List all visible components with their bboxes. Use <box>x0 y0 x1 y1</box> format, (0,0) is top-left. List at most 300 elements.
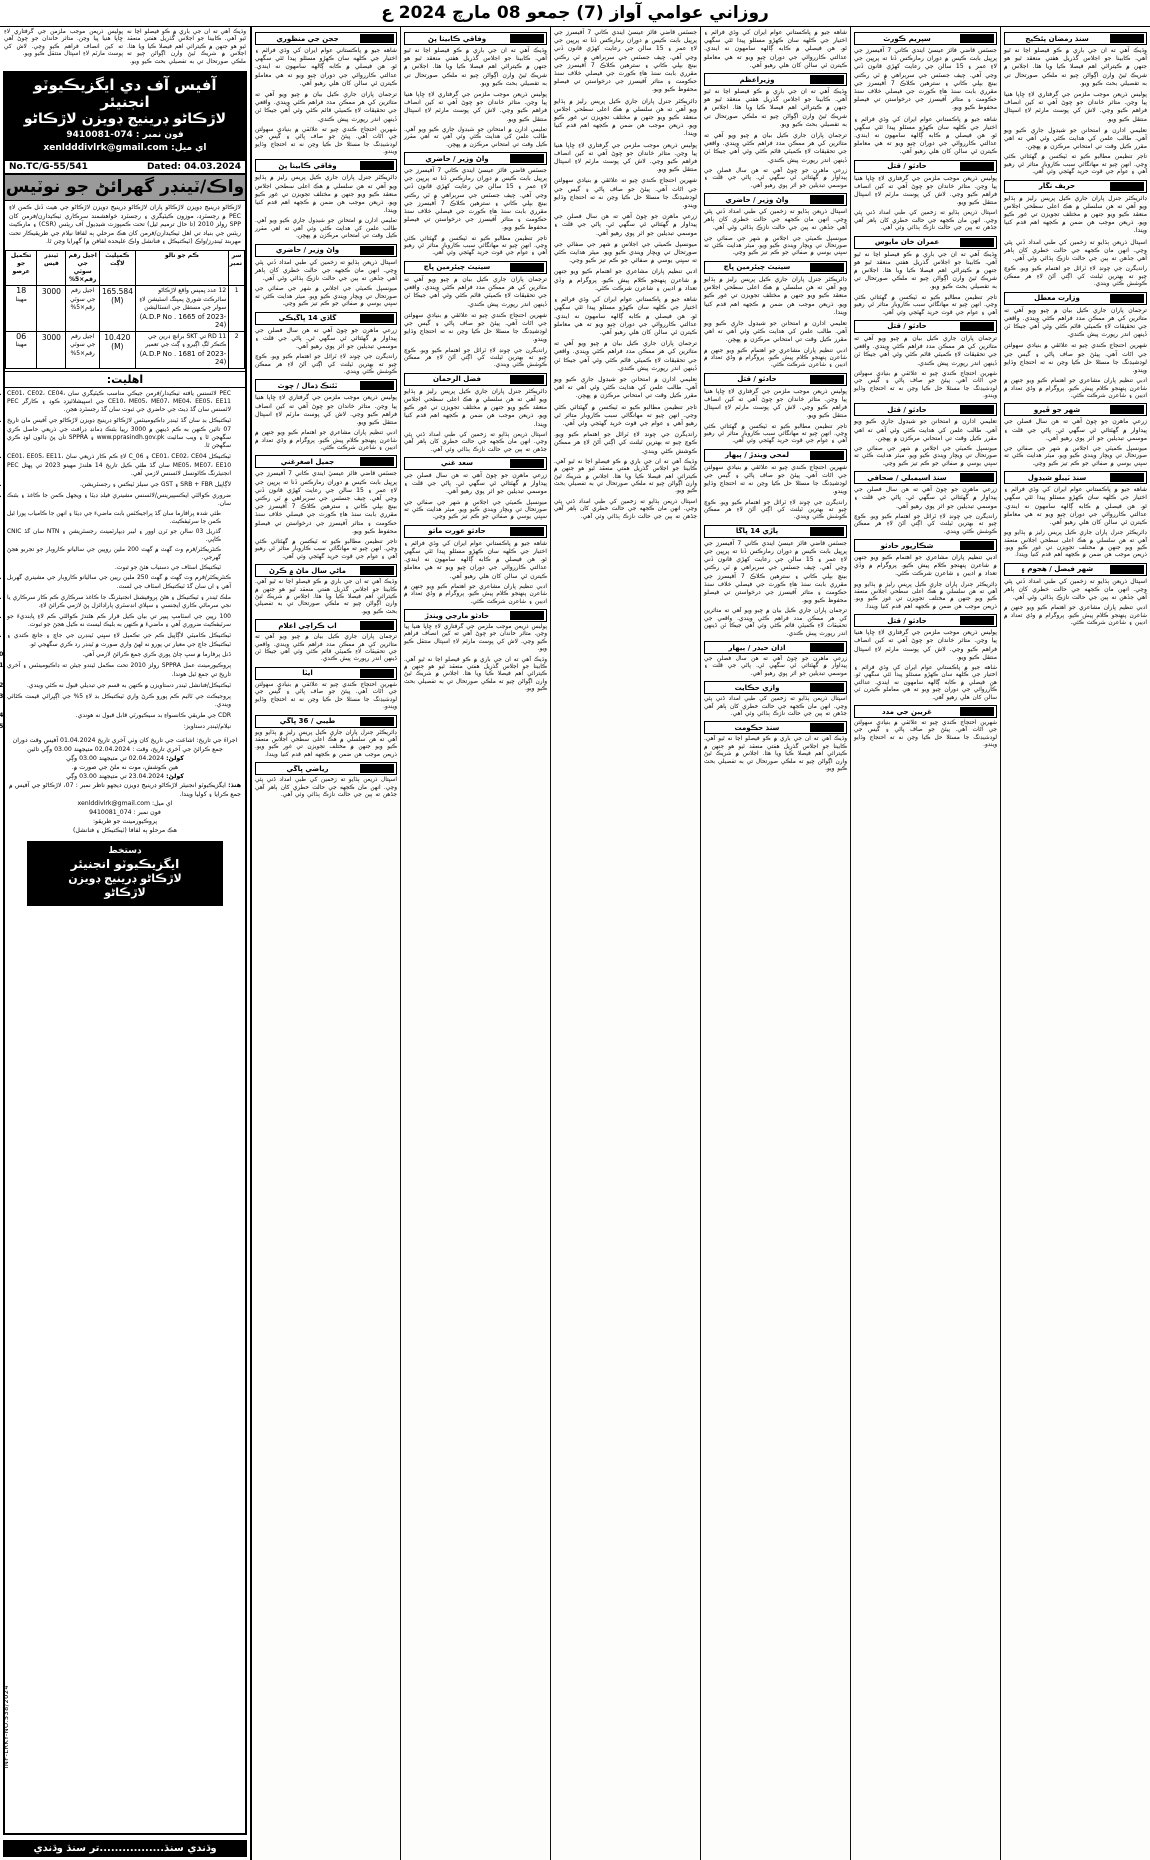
row1-time <box>6 286 37 332</box>
table-row <box>6 286 245 332</box>
article-paragraph: جسٽس قاضي فائز عيسيٰ ايندي ڪاني 7 آفيسرز جي پرڀيل بابت ڪيس ۾ دوران رمارڪس ڏنا ته پرڀين جي لاءِ عمر ۽ 15 سالن جي رعايت کهڙي قانون ڏني وڃي آهي. چيف جسٽس جي سربراهي ۾ ٽي رڪني بينچ بپلي ڪاني ۽ سترهين ڪلاڪ 7 آفيسرز جي مقرري بابت سنڌ هاءِ ڪورٽ جي فيصلي خلاف سنڌ حڪومت ۽ متاثر آفيسرز جي درخواستن تي فيصلو محفوظ ڪيو ويو. <box>404 167 547 232</box>
article-paragraph: شهرين احتجاج ڪندي چيو ته علائقي ۾ بنيادي سهولتن جي اڻاٺ آهي. پيئڻ جو صاف پاڻي ۽ گيس جي لوڊشيڊنگ جا مسئلا حل ڪيا وڃن نه ته احتجاج وڌايو ويندو. <box>704 463 847 496</box>
headline-label: سينيٽ چيئرمين ڀاڄ <box>423 263 491 272</box>
news-columns <box>252 27 1150 1860</box>
headline-senate-chairman[interactable] <box>704 261 847 274</box>
article-paragraph: ادبي تنظيم پاران مشاعري جو اهتمام ڪيو ويو جنهن ۾ شاعرن پنهنجو ڪلام پيش ڪيو. پروگرام ۾ وڏي تعداد ۾ اديبن ۽ شاعرن شرڪت ڪئي. <box>255 430 397 451</box>
article-paragraph: ترجمان پاران جاري ڪيل بيان ۾ چيو ويو آهي ته متاثرين کي هر ممڪن مدد فراهم ڪئي ويندي. واقعي جي تحقيقات لاءِ ڪميٽي قائم ڪئي وئي آهي جيڪا ٽن ڏينهن اندر رپورٽ پيش ڪندي. <box>255 634 397 663</box>
article-paragraph: ادبي تنظيم پاران مشاعري جو اهتمام ڪيو ويو جنهن ۾ شاعرن پنهنجو ڪلام پيش ڪيو. پروگرام ۾ وڏي تعداد ۾ اديبن ۽ شاعرن شرڪت ڪئي. <box>1004 605 1147 627</box>
article-paragraph: شهرين احتجاج ڪندي چيو ته علائقي ۾ بنيادي سهولتن جي اڻاٺ آهي. پيئڻ جو صاف پاڻي ۽ گيس جي لوڊشيڊنگ جا مسئلا حل ڪيا وڃن نه ته احتجاج وڌايو ويندو. <box>854 370 997 399</box>
bullet-block-icon <box>1110 182 1144 191</box>
headline-label: غريبن جي مدد <box>882 707 932 716</box>
tender-dates <box>5 734 245 837</box>
advert-top-news <box>0 27 250 69</box>
headline-hareef-nagar[interactable] <box>1004 180 1147 193</box>
row2-fee: 3000 <box>37 331 66 368</box>
bullet-block-icon <box>810 75 844 84</box>
bullet-block-icon <box>360 314 394 323</box>
opening2-label: کولڻ: <box>166 772 184 780</box>
contact-phone-label: فون نمبر : <box>133 808 161 816</box>
bullet-block-icon <box>810 643 844 652</box>
contact-email-label: اي ميل: <box>152 799 173 807</box>
row1-fee: 3000 <box>37 286 66 332</box>
issuing-office-line2: لاڙڪاڻو ڊرينيج ڊويزن لاڙڪاڻو <box>23 111 227 128</box>
headline-label: سپريم ڪورٽ <box>883 34 931 43</box>
row1-cost <box>99 286 135 332</box>
bullet-block-icon <box>510 459 544 468</box>
article-paragraph: تاجر تنظيمن مطالبو ڪيو ته ٽيڪسن ۾ گهٽتائي ڪئي وڃي. انهن چيو ته مهانگائي سبب ڪاروبار متاثر ٿي رهيو آهي ۽ عوام جي قوت خريد گهٽجي وئي آهي. <box>704 423 847 445</box>
opening2-time: تي متيجهند 03.00 وڳي <box>66 772 127 780</box>
bullet-block-icon <box>810 375 844 384</box>
signature-division: لاڙڪاڻو ڊرينيج ڊويزن <box>68 871 182 885</box>
signature-designation: ايگزيڪيوٽو انجنيئر <box>70 856 180 871</box>
article-paragraph: زرعي ماهرن جو چوڻ آهي ته هن سال فصلن جي پيداوار ۾ گهٽتائي ٿي سگهي ٿي. پاڻي جي قلت ۽ موسمي تبديلين جو اثر پوي رهيو آهي. <box>854 486 997 510</box>
issue-date-value: 01.04.2024 <box>60 736 96 744</box>
headline-mani-saal[interactable] <box>255 564 397 577</box>
headline-label: ايٽا <box>302 669 313 678</box>
term-item: پروڪيورمينٽ عمل SPPRA رولز 2010 تحت مڪمل ٿيندو جيئن ته ڊاڪيومينٽس ۽ آخري تاريخ تي جمع ٿيل هوندا. <box>7 662 232 678</box>
advert-frame <box>3 71 247 1835</box>
advert-intro-text: لاڙڪاڻو ڊرينيج ڊويزن لاڙڪاڻو پاران لاڙڪاڻو ڊرينيج ڊويزن لاڙڪاڻو جي هيٺ ڏنل ڪمن لاءِ PEC ۾ رجسٽرڊ، موزون ڪيٽيگري ۽ رجسٽرڊ خواهشمند سرڪاري ٺيڪيدارن/فرمن کان SPP رولز 2010 (تا حال ترميم ٿيل) تحت ڪمپوزٽ شيڊيول آف ريٽس (CSR) ۽ مارڪيٽ ريٽس جي بنياد تي اهل ٺيڪيدارن/فرمن کان هڪ مرحلي ٻه لفافا نيلام جي طريقيڪار تحت مهربند ٽينڊرز/واڪ (ٽيڪنيڪل ۽ فنانشل واڪ عليحده لفافن ۾) گهرايا وڃن ٿا. <box>9 204 241 246</box>
term-item: ملڪ ٿيندر ۽ ٽيڪنيڪل ۽ هڻڻ پروفيشنل انجنيئرنگ جا ڪاغذ سرڪاري ڪم ڪار سرڪاري يا نجي سرمائي ڪاري ايجنسي ۽ سپلاي انڊسٽري پاراڊائزل پڻ لازمي ڪرائڻ لاءِ. <box>7 593 231 609</box>
headline-hadisa-marigaya[interactable] <box>404 609 547 622</box>
issuing-office-line1: آفيس آف دي ايگزيڪيوٽو انجنيئر <box>33 76 217 112</box>
headline-hadisa3[interactable] <box>854 403 997 416</box>
headline-sanad-tableau[interactable] <box>1004 471 1147 484</box>
term-item <box>7 492 231 572</box>
headline-hadisa2[interactable] <box>854 320 997 333</box>
article-paragraph: تعليمي ادارن ۾ امتحانن جو شيڊول جاري ڪيو ويو آهي. طالب علمن کي هدايت ڪئي وئي آهي ته اهي مقرر ڪيل وقت تي امتحاني مرڪزن ۾ پهچن. <box>854 418 997 442</box>
article-paragraph: شاهه جيو ۾ پاڪستاني عوام ايران کي وڌي فرائم ۽ اختيار جي ڪلهه سان ڪهڙو مسئلو پيدا ٿئي سگهي ٿو. هن فيصلي ۾ ڪابه ڳالهه سامهون نه ايندي. عدالتي ڪارروائي جي دوران چيو ويو ته هي معاملو ڪيترن ئي سالن کان هلي رهيو آهي. <box>255 47 397 87</box>
article-paragraph: جسٽس قاضي فائز عيسيٰ ايندي ڪاني 7 آفيسرز جي پرڀيل بابت ڪيس ۾ دوران رمارڪس ڏنا ته پرڀين جي لاءِ عمر ۽ 15 سالن جي رعايت کهڙي قانون ڏني وڃي آهي. چيف جسٽس جي سربراهي ۾ ٽي رڪني بينچ بپلي ڪاني ۽ سترهين ڪلاڪ 7 آفيسرز جي مقرري بابت سنڌ هاءِ ڪورٽ جي فيصلي خلاف سنڌ حڪومت ۽ متاثر آفيسرز جي درخواستن تي فيصلو محفوظ ڪيو ويو. <box>255 470 397 535</box>
th-completion-time: تڪميل جو عرصو <box>6 251 37 286</box>
row2-cost-unit: (M) <box>111 341 124 351</box>
headline-label: حادثو / قتل <box>737 375 777 384</box>
headline-label: ماڻي سال ماڻ ۾ ڪرڻ <box>269 566 346 575</box>
term-item: PEC لائسنس يافته ٺيڪيدار/فرمن جيڪي مناسب ڪيٽيگري سان CE01، CE02، CE04، CE10، ME05، ME07، ME04، EE05، EE11 جي اسپيشلائيزڊ ڪوڊ ۽ ڪارگر PEC لائسنس سان گڏ ڊيٿ جي حاضري جي ثبوت سان گڏ رجسٽرڊ هجن. <box>7 389 231 414</box>
bullet-block-icon <box>510 154 544 163</box>
headline-wazarat-moattal[interactable] <box>1004 292 1147 305</box>
headline-ziyadi-ilmi[interactable] <box>255 762 397 775</box>
th-tender-fee: ٽينڊر فيس <box>37 251 66 286</box>
phone-value: 074-9410081 <box>66 130 133 141</box>
headline-jaji-manzuri[interactable] <box>255 32 397 45</box>
row2-cost-value: 10.420 <box>104 332 131 342</box>
article-paragraph: وڌيڪ آهي ته ان جي باري ۾ ڪو فيصلو اڃا نه ٿيو آهي. ڪابينا جو اجلاس گذريل هفتي منعقد ٿيو هو جنهن ۾ ڪيترائي اهم فيصلا ڪيا ويا هئا. اجلاس ۾ شريڪ ٿيڻ وارن اڳواڻن چيو ته ملڪي صورتحال تي به تفصيلي بحث ڪيو ويو. <box>255 579 397 615</box>
signature-label: دستخط <box>108 845 142 856</box>
term-item: پروجيڪٽ جي ٽائيم ڪم پورو ڪرڻ واري ٽيڪنيڪل بڊ لاءِ 5% جي اڳڀرائي قيمت ڪٽائي ويندي. <box>7 692 231 708</box>
row1-desc-text: 12 عدد پمپس واقع لاڙڪاڻو سائرڪٽ شوريٰ پمپنگ اسٽيشن لاءِ سولر جي مستقل جي انسٽاليشن <box>139 287 227 311</box>
bullet-block-icon <box>360 621 394 630</box>
advert-footer-banner: وڌندي سنڌ.................تر سنڌ وڌندي <box>3 1840 247 1857</box>
headline-sanad-hakoomat[interactable] <box>704 721 847 734</box>
bullet-block-icon <box>510 263 544 272</box>
article-paragraph: تعليمي ادارن ۾ امتحانن جو شيڊول جاري ڪيو ويو آهي. طالب علمن کي هدايت ڪئي وئي آهي ته اهي مقرر ڪيل وقت تي امتحاني مرڪزن ۾ پهچن. <box>1004 126 1147 151</box>
article-paragraph: ميونسپل ڪميٽي جي اجلاس ۾ شهر جي صفائي جي صورتحال تي ويچار ويندي ڪيو ويو. ميئر هدايت ڪئي ته سڀني يوسي ۾ صفائي جو ڪم تيز ڪيو وڃي. <box>554 240 697 265</box>
headline-label: سنڌ حڪومت <box>734 723 780 732</box>
page-title: روزاني عوامي آواز (7) جمعو 08 مارچ 2024 ع <box>381 3 769 23</box>
article-paragraph: تعليمي ادارن ۾ امتحانن جو شيڊول جاري ڪيو ويو آهي. طالب علمن کي هدايت ڪئي وئي آهي ته اهي مقرر ڪيل وقت تي امتحاني مرڪزن ۾ پهچن. <box>404 126 547 148</box>
headline-label: جميل اصغرغني <box>280 457 335 466</box>
article-paragraph: شهرين احتجاج ڪندي چيو ته علائقي ۾ بنيادي سهولتن جي اڻاٺ آهي. پيئڻ جو صاف پاڻي ۽ گيس جي لوڊشيڊنگ جا مسئلا حل ڪيا وڃن نه ته احتجاج وڌايو ويندو. <box>255 681 397 711</box>
row2-adp: (A.D.P No . 1681 of 2023-24) <box>139 349 227 366</box>
procedure-label: پروڪيورمينٽ جو طريقو: <box>92 817 158 825</box>
opening-note: هين ڪوشش، موت نه ملڻ جي صورت ۾. <box>71 763 179 771</box>
headline-hadisa4[interactable] <box>704 373 847 386</box>
headline-tayyib-36[interactable] <box>255 715 397 728</box>
th-sr: سر نمبر <box>229 251 245 286</box>
signature-block <box>27 841 223 906</box>
article-paragraph: ميونسپل ڪميٽي جي اجلاس ۾ شهر جي صفائي جي صورتحال تي ويچار ويندي ڪيو ويو. ميئر هدايت ڪئي ته سڀني يوسي ۾ صفائي جو ڪم تيز ڪيو وڃي. <box>704 235 847 257</box>
article-paragraph: پوليس ذريعن موجب ملزمن جي گرفتاري لاءِ ڇاپا هنيا پيا وڃن. متاثر خاندان جو چوڻ آهي ته کين انصاف فراهم ڪيو وڃي. لاش کي پوسٽ مارٽم لاءِ اسپتال منتقل ڪيو ويو. <box>854 174 997 207</box>
advert-banner <box>5 73 245 160</box>
issue-date-label: اجراءَ جي تاريخ: اشاعت جي تاريخ کان وٺي آخري تاريخ <box>97 736 238 744</box>
th-earnest-money: اجيل رقم جي سوٽي رقم×5% <box>66 251 100 286</box>
bullet-block-icon <box>810 683 844 692</box>
article-paragraph: اسپتال ذريعن ٻڌايو ته زخمين کي طبي امداد ڏني پئي وڃي. انهن مان ڪجهه جي حالت خطري کان ٻاهر آهي جڏهن ته ٻين جي حالت نازڪ ٻڌائي وئي آهي. <box>554 498 697 520</box>
bullet-block-icon <box>360 34 394 43</box>
article-paragraph: اسپتال ذريعن ٻڌايو ته زخمين کي طبي امداد ڏني پئي وڃي. انهن مان ڪجهه جي حالت خطري کان ٻاهر آهي جڏهن ته ٻين جي حالت نازڪ ٻڌائي وئي آهي. <box>1004 577 1147 602</box>
row1-time-unit: مهينا <box>15 295 27 303</box>
row1-adp: (A.D.P No . 1665 of 2023-24) <box>139 312 227 329</box>
advert-top-news-col-a <box>127 29 246 69</box>
headline-wadud-wazir[interactable] <box>704 193 847 206</box>
article-paragraph: اسپتال ذريعن ٻڌايو ته زخمين کي طبي امداد ڏني پئي وڃي. انهن مان ڪجهه جي حالت خطري کان ٻاهر آهي جڏهن ته ٻين جي حالت نازڪ ٻڌائي وئي آهي. <box>704 696 847 718</box>
headline-badhi-14[interactable] <box>704 525 847 538</box>
headline-shikarpur-hadisa[interactable] <box>854 539 997 552</box>
headline-wadud-wazir-2[interactable] <box>404 152 547 165</box>
article-paragraph: تاجر تنظيمن مطالبو ڪيو ته ٽيڪسن ۾ گهٽتائي ڪئي وڃي. انهن چيو ته مهانگائي سبب ڪاروبار متاثر ٿي رهيو آهي ۽ عوام جي قوت خريد گهٽجي وئي آهي. <box>854 294 997 316</box>
bullet-block-icon <box>960 322 994 331</box>
bullet-block-icon <box>960 34 994 43</box>
bullet-block-icon <box>360 566 394 575</box>
bullet-block-icon <box>960 473 994 482</box>
article-paragraph: تاجر تنظيمن مطالبو ڪيو ته ٽيڪسن ۾ گهٽتائي ڪئي وڃي. انهن چيو ته مهانگائي سبب ڪاروبار متاثر ٿي رهيو آهي ۽ عوام جي قوت خريد گهٽجي وئي آهي. <box>1004 154 1147 176</box>
article-paragraph: ترجمان پاران جاري ڪيل بيان ۾ چيو ويو آهي ته متاثرين کي هر ممڪن مدد فراهم ڪئي ويندي. واقعي جي تحقيقات لاءِ ڪميٽي قائم ڪئي وئي آهي جيڪا ٽن ڏينهن اندر رپورٽ پيش ڪندي. <box>554 340 697 372</box>
article-paragraph: رانديگرن جي چونڊ لاءِ ٽرائل جو اهتمام ڪيو ويو. ڪوچ چيو ته بهترين ٽيلنٽ کي اڳتي آڻڻ لاءِ هر ممڪن ڪوشش ڪئي ويندي. <box>255 354 397 375</box>
term-item: ڏنل پرفارما ۾ سڀ ڄاڻ پوري ڪري جمع ڪرائڻ لازمي آهي. <box>82 651 231 659</box>
article-paragraph: شهرين احتجاج ڪندي چيو ته علائقي ۾ بنيادي سهولتن جي اڻاٺ آهي. پيئڻ جو صاف پاڻي ۽ گيس جي لوڊشيڊنگ جا مسئلا حل ڪيا وڃن نه ته احتجاج وڌايو ويندو. <box>854 720 997 749</box>
headline-imran-khan[interactable] <box>854 236 997 249</box>
article-paragraph: اسپتال ذريعن ٻڌايو ته زخمين کي طبي امداد ڏني پئي وڃي. انهن مان ڪجهه جي حالت خطري کان ٻاهر آهي جڏهن ته ٻين جي حالت نازڪ ٻڌائي وئي آهي. <box>404 431 547 453</box>
email-label: اي ميل: <box>171 143 207 154</box>
bullet-block-icon <box>360 246 394 255</box>
headline-gadh-14[interactable] <box>255 312 397 325</box>
headline-fazal-ur-rehman[interactable] <box>404 373 547 386</box>
table-row <box>6 331 245 368</box>
row2-cost <box>99 331 135 368</box>
headline-label: حادثو عورت ماتو <box>428 527 486 536</box>
bullet-block-icon <box>360 669 394 678</box>
article-paragraph: رانديگرن جي چونڊ لاءِ ٽرائل جو اهتمام ڪيو ويو. ڪوچ چيو ته بهترين ٽيلنٽ کي اڳتي آڻڻ لاءِ هر ممڪن ڪوشش ڪئي ويندي. <box>854 513 997 535</box>
article-paragraph: وڌيڪ آهي ته ان جي باري ۾ ڪو فيصلو اڃا نه ٿيو آهي. ڪابينا جو اجلاس گذريل هفتي منعقد ٿيو هو جنهن ۾ ڪيترائي اهم فيصلا ڪيا ويا هئا. اجلاس ۾ شريڪ ٿيڻ وارن اڳواڻن چيو ته ملڪي صورتحال تي به تفصيلي بحث ڪيو ويو. <box>704 736 847 773</box>
term-item: ٽيڪنيڪل CE01، CE02، CE04 ۽ C_06 لاءِ ڪم ڪار ذريعي ساڻ CE01، EE05، EE11، ME05، ME07، EE10 سان گڏ طئي ڪيل تاريخ 14 هلندڙ مهينو 2023 تي پهتل PEC انجنيئرنگ ڪائونسل لائسنس لازمي آهي. <box>7 453 232 478</box>
headline-label: وزيراعظم <box>739 75 775 84</box>
headline-label: حادثو / قتل <box>887 616 927 625</box>
headline-shehr-jo-hal[interactable] <box>1004 403 1147 416</box>
term-subitem: ڪنٽريڪٽر/فرم وٽ گهٽ ۾ گهٽ 200 ملين روپين جي ساليانو ڪاروبار جو تجربو هجڻ گهرجي. <box>7 546 221 561</box>
headline-label: سنڌ اسيمبلي / صحافي <box>867 473 947 482</box>
reference-date: Dated: 04.03.2024 <box>146 162 241 173</box>
term-subitems <box>7 510 231 572</box>
headline-label: گاڏي 14 ڀاڱيڪي <box>278 314 337 323</box>
term-item: ٽيڪنيڪل بڊ سان گڏ ٽينڊر ڊاڪيومينٽس لاڙڪاڻو ڊرينيج ڊويزن لاڙڪاڻو جي آفيس مان تاريخ 07 تائين ڪنهن به ڪم ڏينهن ۾ 3000 رپيا بئنڪ ڊمانڊ ڊرافٽ جي ذريعي حاصل ڪري سگهجن ٿا ۽ ويب سائيٽ www.pprasindh.gov.pk ۽ SPPRA تان پڻ ڊائون لوڊ ڪري سگهجن ٿا. <box>7 417 232 450</box>
headline-label: اذان حيدر / ٻيهار <box>728 643 786 652</box>
headline-azan-haider[interactable] <box>704 641 847 654</box>
article-paragraph: زرعي ماهرن جو چوڻ آهي ته هن سال فصلن جي پيداوار ۾ گهٽتائي ٿي سگهي ٿي. پاڻي جي قلت ۽ موسمي تبديلين جو اثر پوي رهيو آهي. <box>404 471 547 496</box>
article-paragraph: شهرين احتجاج ڪندي چيو ته علائقي ۾ بنيادي سهولتن جي اڻاٺ آهي. پيئڻ جو صاف پاڻي ۽ گيس جي لوڊشيڊنگ جا مسئلا حل ڪيا وڃن نه ته احتجاج وڌايو ويندو. <box>255 126 397 156</box>
masthead <box>0 0 1150 27</box>
row2-desc-text: RD 11 تي SKT برانچ ڊرين جي ڪنڪر لڳ اڳيرو ۽ ڳٺ جي تعمير <box>145 332 227 348</box>
tender-advertisement <box>0 27 252 1860</box>
headline-hadisa-maut[interactable] <box>404 525 547 538</box>
submission-label: جمع ڪرائڻ جي آخري تاريخ، وقت : <box>132 745 223 753</box>
article-paragraph: پوليس ذريعن موجب ملزمن جي گرفتاري لاءِ ڇاپا هنيا پيا وڃن. متاثر خاندان جو چوڻ آهي ته کين انصاف فراهم ڪيو وڃي. لاش کي پوسٽ مارٽم لاءِ اسپتال منتقل ڪيو ويو. <box>854 629 997 661</box>
bullet-block-icon <box>510 375 544 384</box>
bullet-block-icon <box>360 457 394 466</box>
article-paragraph: ترجمان پاران جاري ڪيل بيان ۾ چيو ويو آهي ته متاثرين کي هر ممڪن مدد فراهم ڪئي ويندي. واقعي جي تحقيقات لاءِ ڪميٽي قائم ڪئي وئي آهي جيڪا ٽن ڏينهن اندر رپورٽ پيش ڪندي. <box>1004 306 1147 339</box>
bullet-block-icon <box>960 707 994 716</box>
reference-number: No.TC/G-55/541 <box>9 162 88 173</box>
venue-line <box>9 781 241 799</box>
article-paragraph: ڊائريڪٽر جنرل پاران جاري ڪيل پريس رليز ۾ ٻڌايو ويو آهي ته هن سلسلي ۾ هڪ اعلى سطحي اجلاس منعقد ڪيو ويو جنهن ۾ مختلف تجويزن تي غور ڪيو ويو. ذريعن موجب هن ضمن ۾ ڪجهه اهم قدم کنيا ويندا. <box>854 581 997 610</box>
opening-line-2 <box>9 772 241 781</box>
headline-wazi-hikayat[interactable] <box>704 681 847 694</box>
bullet-block-icon <box>960 238 994 247</box>
phone-label: فون نمبر : <box>135 130 184 141</box>
headline-label: سعد غني <box>440 459 474 468</box>
bullet-block-icon <box>810 195 844 204</box>
issue-date-line <box>9 736 241 745</box>
headline-supreme-court[interactable] <box>854 32 997 45</box>
headline-label: ججن جي منظوري <box>276 34 339 43</box>
contact-phone-line <box>9 808 241 817</box>
headline-label: شهر جو ڦيرو <box>1033 405 1081 414</box>
th-work-name: ڪم جو نالو <box>135 251 229 286</box>
article-paragraph: رانديگرن جي چونڊ لاءِ ٽرائل جو اهتمام ڪيو ويو. ڪوچ چيو ته بهترين ٽيلنٽ کي اڳتي آڻڻ لاءِ هر ممڪن ڪوشش ڪئي ويندي. <box>704 499 847 521</box>
article-paragraph: ڊائريڪٽر جنرل پاران جاري ڪيل پريس رليز ۾ ٻڌايو ويو آهي ته هن سلسلي ۾ هڪ اعلى سطحي اجلاس منعقد ڪيو ويو جنهن ۾ مختلف تجويزن تي غور ڪيو ويو. ذريعن موجب هن ضمن ۾ ڪجهه اهم قدم کنيا ويندا. <box>255 174 397 215</box>
article-paragraph: شاهه جيو ۾ پاڪستاني عوام ايران کي وڌي فرائم ۽ اختيار جي ڪلهه سان ڪهڙو مسئلو پيدا ٿئي سگهي ٿو. هن فيصلي ۾ ڪابه ڳالهه سامهون نه ايندي. عدالتي ڪارروائي جي دوران چيو ويو ته هي معاملو ڪيترن ئي سالن کان هلي رهيو آهي. <box>854 115 997 156</box>
article-paragraph: رانديگرن جي چونڊ لاءِ ٽرائل جو اهتمام ڪيو ويو. ڪوچ چيو ته بهترين ٽيلنٽ کي اڳتي آڻڻ لاءِ هر ممڪن ڪوشش ڪئي ويندي. <box>1004 266 1147 288</box>
contact-phone-value: 074_9410081 <box>89 808 132 816</box>
headline-label: واڻ وزير / حاضري <box>425 154 489 163</box>
row2-time-unit: مهينا <box>15 341 27 348</box>
headline-wadud-wazir-3[interactable] <box>255 244 397 257</box>
article-paragraph: ادبي تنظيم پاران مشاعري جو اهتمام ڪيو ويو جنهن ۾ شاعرن پنهنجو ڪلام پيش ڪيو. پروگرام ۾ وڏي تعداد ۾ اديبن ۽ شاعرن شرڪت ڪئي. <box>404 583 547 605</box>
headline-wazir-azam[interactable] <box>704 73 847 86</box>
news-column-6 <box>252 27 400 1860</box>
article-paragraph: ادبي تنظيم پاران مشاعري جو اهتمام ڪيو ويو جنهن ۾ شاعرن پنهنجو ڪلام پيش ڪيو. پروگرام ۾ وڏي تعداد ۾ اديبن ۽ شاعرن شرڪت ڪئي. <box>1004 378 1147 399</box>
term-item: ٽيڪنيڪل/فنانشل ٽينڊر دستاويزن ۾ ڪنهن به قسم جي تبديلي قبول نه ڪئي ويندي. <box>26 681 231 689</box>
headline-shehr-faisal[interactable] <box>1004 563 1147 576</box>
headline-label: حادثو / قتل <box>887 322 927 331</box>
article-paragraph: پوليس ذريعن موجب ملزمن جي گرفتاري لاءِ ڇاپا هنيا پيا وڃن. متاثر خاندان جو چوڻ آهي ته کين انصاف فراهم ڪيو وڃي. لاش کي پوسٽ مارٽم لاءِ اسپتال منتقل ڪيو ويو. <box>1004 91 1147 123</box>
opening2-date: 23.04.2024 <box>128 772 165 780</box>
article-paragraph: تعليمي ادارن ۾ امتحانن جو شيڊول جاري ڪيو ويو آهي. طالب علمن کي هدايت ڪئي وئي آهي ته اهي مقرر ڪيل وقت تي امتحاني مرڪزن ۾ پهچن. <box>554 375 697 400</box>
submission-date: 02.04.2024 <box>94 745 131 753</box>
row2-time <box>6 331 37 368</box>
headline-ab-karachi-aalam[interactable] <box>255 619 397 632</box>
article-paragraph: ميونسپل ڪميٽي جي اجلاس ۾ شهر جي صفائي جي صورتحال تي ويچار ويندي ڪيو ويو. ميئر هدايت ڪئي ته سڀني يوسي ۾ صفائي جو ڪم تيز ڪيو وڃي. <box>404 499 547 521</box>
term-item-text: ضروري ڪوالٽي ايڪسپيرينس/لائسنس مشينري فيلڊ ڊيٽا ۽ ويجهل ڪمن جا ڪاغذ ۽ بئنڪ سان. <box>7 491 231 508</box>
bullet-block-icon <box>1110 405 1144 414</box>
th-cost: ڪمپليٽ لاڳت <box>99 251 135 286</box>
news-column-4 <box>550 27 700 1860</box>
bullet-block-icon <box>510 611 544 620</box>
submission-suffix: تائين <box>27 745 40 753</box>
advert-info-code: INF-LRKY-NO.538/2024 <box>2 1684 10 1768</box>
article-paragraph: تاجر تنظيمن مطالبو ڪيو ته ٽيڪسن ۾ گهٽتائي ڪئي وڃي. انهن چيو ته مهانگائي سبب ڪاروبار متاثر ٿي رهيو آهي ۽ عوام جي قوت خريد گهٽجي وئي آهي. <box>554 403 697 427</box>
row2-sr: 2 <box>229 331 245 368</box>
tender-table <box>5 250 245 369</box>
article-paragraph: پوليس ذريعن موجب ملزمن جي گرفتاري لاءِ ڇاپا هنيا پيا وڃن. متاثر خاندان جو چوڻ آهي ته کين انصاف فراهم ڪيو وڃي. لاش کي پوسٽ مارٽم لاءِ اسپتال منتقل ڪيو ويو. <box>404 91 547 123</box>
article-paragraph: ترجمان پاران جاري ڪيل بيان ۾ چيو ويو آهي ته متاثرين کي هر ممڪن مدد فراهم ڪئي ويندي. واقعي جي تحقيقات لاءِ ڪميٽي قائم ڪئي وئي آهي جيڪا ٽن ڏينهن اندر رپورٽ پيش ڪندي. <box>854 334 997 367</box>
eligibility-heading: اهليت: <box>5 371 245 388</box>
article-paragraph: شاهه جيو ۾ پاڪستاني عوام ايران کي وڌي فرائم ۽ اختيار جي ڪلهه سان ڪهڙو مسئلو پيدا ٿئي سگهي ٿو. هن فيصلي ۾ ڪابه ڳالهه سامهون نه ايندي. عدالتي ڪارروائي جي دوران چيو ويو ته هي معاملو ڪيترن ئي سالن کان هلي رهيو آهي. <box>404 539 547 580</box>
row1-sr: 1 <box>229 286 245 332</box>
article-paragraph: شاهه جيو ۾ پاڪستاني عوام ايران کي وڌي فرائم ۽ اختيار جي ڪلهه سان ڪهڙو مسئلو پيدا ٿئي سگهي ٿو. هن فيصلي ۾ ڪابه ڳالهه سامهون نه ايندي. عدالتي ڪارروائي جي دوران چيو ويو ته هي معاملو ڪيترن ئي سالن کان هلي رهيو آهي. <box>1004 486 1147 526</box>
headline-label: شڪارپور حادثو <box>880 541 934 550</box>
bullet-block-icon <box>960 162 994 171</box>
row2-desc <box>135 331 229 368</box>
headline-hadisa-qatl-top[interactable] <box>854 160 997 173</box>
news-column-1 <box>1000 27 1150 1860</box>
opening-date: 02.04.2024 <box>128 754 165 762</box>
article-paragraph: شهرين احتجاج ڪندي چيو ته علائقي ۾ بنيادي سهولتن جي اڻاٺ آهي. پيئڻ جو صاف پاڻي ۽ گيس جي لوڊشيڊنگ جا مسئلا حل ڪيا وڃن نه ته احتجاج وڌايو ويندو. <box>404 311 547 344</box>
news-column-5 <box>400 27 550 1860</box>
bullet-block-icon <box>960 616 994 625</box>
article-paragraph: زرعي ماهرن جو چوڻ آهي ته هن سال فصلن جي پيداوار ۾ گهٽتائي ٿي سگهي ٿي. پاڻي جي قلت ۽ موسمي تبديلين جو اثر پوي رهيو آهي. <box>554 213 697 237</box>
headline-hadisa-qatl-bot[interactable] <box>854 614 997 627</box>
advert-top-news-col-b <box>4 29 123 69</box>
article-paragraph: وڌيڪ آهي ته ان جي باري ۾ ڪو فيصلو اڃا نه ٿيو آهي. ڪابينا جو اجلاس گذريل هفتي منعقد ٿيو هو جنهن ۾ ڪيترائي اهم فيصلا ڪيا ويا هئا. اجلاس ۾ شريڪ ٿيڻ وارن اڳواڻن چيو ته ملڪي صورتحال تي به تفصيلي بحث ڪيو ويو. <box>854 250 997 291</box>
terms-list <box>5 390 245 734</box>
row2-time-value: 06 <box>16 331 27 341</box>
issuing-office-email <box>7 142 243 155</box>
article-paragraph: زرعي ماهرن جو چوڻ آهي ته هن سال فصلن جي پيداوار ۾ گهٽتائي ٿي سگهي ٿي. پاڻي جي قلت ۽ موسمي تبديلين جو اثر پوي رهيو آهي. <box>704 167 847 189</box>
opening-label: کولڻ: <box>166 754 184 762</box>
headline-label: شهر فيصل / هجوم ۽ <box>1020 565 1094 574</box>
article-paragraph: زرعي ماهرن جو چوڻ آهي ته هن سال فصلن جي پيداوار ۾ گهٽتائي ٿي سگهي ٿي. پاڻي جي قلت ۽ موسمي تبديلين جو اثر پوي رهيو آهي. <box>1004 418 1147 442</box>
venue-label: هنڌ: <box>228 781 241 789</box>
bullet-block-icon <box>1110 565 1144 574</box>
signature-city: لاڙڪاڻو <box>104 885 146 899</box>
article-paragraph: شاهه جيو ۾ پاڪستاني عوام ايران کي وڌي فرائم ۽ اختيار جي ڪلهه سان ڪهڙو مسئلو پيدا ٿئي سگهي ٿو. هن فيصلي ۾ ڪابه ڳالهه سامهون نه ايندي. عدالتي ڪارروائي جي دوران چيو ويو ته هي معاملو ڪيترن ئي سالن کان هلي رهيو آهي. <box>554 296 697 336</box>
row1-time-value: 18 <box>16 286 27 295</box>
row1-earnest: اجيل رقم جي سوٽي رقم×5% <box>66 286 100 332</box>
headline-federal-cabinet-2[interactable] <box>255 159 397 172</box>
headline-sanad-assembly[interactable] <box>854 471 997 484</box>
advert-title: واڪ/ٽينڊر گهرائڻ جو نوٽيس <box>5 175 245 201</box>
submission-line <box>9 745 241 754</box>
article-paragraph: اسپتال ذريعن ٻڌايو ته زخمين کي طبي امداد ڏني پئي وڃي. انهن مان ڪجهه جي حالت خطري کان ٻاهر آهي جڏهن ته ٻين جي حالت نازڪ ٻڌائي وئي آهي. <box>704 208 847 232</box>
headline-label: عمران خان مايوس <box>874 238 940 247</box>
headline-label: سينيٽ چيئرمين ڀاڄ <box>723 263 791 272</box>
headline-lamhe-baitah[interactable] <box>704 449 847 462</box>
article-paragraph: وڌيڪ آهي ته ان جي باري ۾ ڪو فيصلو اڃا نه ٿيو آهي. ڪابينا جو اجلاس گذريل هفتي منعقد ٿيو هو جنهن ۾ ڪيترائي اهم فيصلا ڪيا ويا هئا. اجلاس ۾ شريڪ ٿيڻ وارن اڳواڻن چيو ته ملڪي صورتحال تي به تفصيلي بحث ڪيو ويو. <box>704 88 847 128</box>
bullet-block-icon <box>360 764 394 773</box>
headline-label: وزارت معطل <box>1034 294 1080 302</box>
term-item: 100 رپين جي اسٽامپ پيپر تي بيان ڪيل قرار ڪم هڻندڙ ڪوالٽي ڪم لاءِ پابنديءَ جو سرٽيفڪيٽ ضروري آهي ۽ ماضيءَ ۾ ڪنهن به بليڪ ليسٽ نه ڪيل هجڻ جو ثبوت. <box>7 612 231 629</box>
term-item: CDR جي طريقي ڪانسواءِ بد سيڪيورٽي قابل قبول نه هوندي. <box>75 711 231 719</box>
headline-eta[interactable] <box>255 667 397 680</box>
article-paragraph: وڌيڪ آهي ته ان جي باري ۾ ڪو فيصلو اڃا نه ٿيو آهي. ڪابينا جو اجلاس گذريل هفتي منعقد ٿيو هو جنهن ۾ ڪيترائي اهم فيصلا ڪيا ويا هئا. اجلاس ۾ شريڪ ٿيڻ وارن اڳواڻن چيو ته ملڪي صورتحال تي به تفصيلي بحث ڪيو ويو. <box>554 458 697 495</box>
issuing-office-phone <box>7 129 243 142</box>
article-paragraph: ڊائريڪٽر جنرل پاران جاري ڪيل پريس رليز ۾ ٻڌايو ويو آهي ته هن سلسلي ۾ هڪ اعلى سطحي اجلاس منعقد ڪيو ويو جنهن ۾ مختلف تجويزن تي غور ڪيو ويو. ذريعن موجب هن ضمن ۾ ڪجهه اهم قدم کنيا ويندا. <box>1004 530 1147 559</box>
headline-federal-cabinet[interactable] <box>404 32 547 45</box>
term-item: ٽيڪنيڪل ڪاميٽي لاڳاپيل ڪم جي تڪميل لاءِ سڀني ٽينڊرن جي جاچ ۽ جانچ ڪندي ۽ ٽيڪنيڪل جاچ جي معيار تي پورو نه لهڻ واري صورت ۾ ٽينڊر رد ڪري سگهجي ٿو. <box>7 632 231 648</box>
table-header-row <box>6 251 245 286</box>
article-paragraph: جسٽس قاضي فائز عيسيٰ ايندي ڪاني 7 آفيسرز جي پرڀيل بابت ڪيس ۾ دوران رمارڪس ڏنا ته پرڀين جي لاءِ عمر ۽ 15 سالن جي رعايت کهڙي قانون ڏني وڃي آهي. چيف جسٽس جي سربراهي ۾ ٽي رڪني بينچ بپلي ڪاني ۽ سترهين ڪلاڪ 7 آفيسرز جي مقرري بابت سنڌ هاءِ ڪورٽ جي فيصلي خلاف سنڌ حڪومت ۽ متاثر آفيسرز جي درخواستن تي فيصلو محفوظ ڪيو ويو. <box>704 539 847 605</box>
article-paragraph: ادبي تنظيم پاران مشاعري جو اهتمام ڪيو ويو جنهن ۾ شاعرن پنهنجو ڪلام پيش ڪيو. پروگرام ۾ وڏي تعداد ۾ اديبن ۽ شاعرن شرڪت ڪئي. <box>704 347 847 369</box>
opening-time: تي متيجهند 03.00 وڳي <box>66 754 127 762</box>
article-paragraph: ميونسپل ڪميٽي جي اجلاس ۾ شهر جي صفائي جي صورتحال تي ويچار ويندي ڪيو ويو. ميئر هدايت ڪئي ته سڀني يوسي ۾ صفائي جو ڪم تيز ڪيو وڃي. <box>1004 445 1147 467</box>
row2-earnest: اجيل رقم جي سوٽي رقم×5% <box>66 331 100 368</box>
headline-ghariban-help[interactable] <box>854 705 997 718</box>
headline-jamil-asghar[interactable] <box>255 455 397 468</box>
article-paragraph: اسپتال ذريعن ٻڌايو ته زخمين کي طبي امداد ڏني پئي وڃي. انهن مان ڪجهه جي حالت خطري کان ٻاهر آهي جڏهن ته ٻين جي حالت نازڪ ٻڌائي وئي آهي. <box>1004 238 1147 263</box>
email-value[interactable]: xenldddivlrk@gmail.com <box>43 143 169 154</box>
bullet-block-icon <box>810 263 844 272</box>
contact-email-value[interactable]: xenlddivlrk@gmail.com <box>77 799 151 807</box>
term-item: نيلام/ٽينڊر دستاويز: <box>183 722 231 730</box>
article-paragraph: شهرين احتجاج ڪندي چيو ته علائقي ۾ بنيادي سهولتن جي اڻاٺ آهي. پيئڻ جو صاف پاڻي ۽ گيس جي لوڊشيڊنگ جا مسئلا حل ڪيا وڃن نه ته احتجاج وڌايو ويندو. <box>1004 342 1147 374</box>
page-body <box>0 27 1150 1860</box>
headline-label: وفاقي ڪابينا پڻ <box>427 34 487 43</box>
article-paragraph: ڊائريڪٽر جنرل پاران جاري ڪيل پريس رليز ۾ ٻڌايو ويو آهي ته هن سلسلي ۾ هڪ اعلى سطحي اجلاس منعقد ڪيو ويو جنهن ۾ مختلف تجويزن تي غور ڪيو ويو. ذريعن موجب هن ضمن ۾ ڪجهه اهم قدم کنيا ويندا. <box>554 97 697 138</box>
term-subitem: ٽيڪنيڪل اسٽاف جي دستياب هئڻ جو ثبوت. <box>114 564 221 571</box>
article-paragraph: شهرين احتجاج ڪندي چيو ته علائقي ۾ بنيادي سهولتن جي اڻاٺ آهي. پيئڻ جو صاف پاڻي ۽ گيس جي لوڊشيڊنگ جا مسئلا حل ڪيا وڃن نه ته احتجاج وڌايو ويندو. <box>554 177 697 210</box>
article-paragraph: اسپتال ذريعن ٻڌايو ته زخمين کي طبي امداد ڏني پئي وڃي. انهن مان ڪجهه جي حالت خطري کان ٻاهر آهي جڏهن ته ٻين جي حالت نازڪ ٻڌائي وئي آهي. <box>255 777 397 798</box>
procedure-value: هڪ مرحلو ٻه لفافا (ٽيڪنيڪل ۽ فنانشل) <box>72 826 177 834</box>
bullet-block-icon <box>1110 294 1144 303</box>
article-paragraph: ڊائريڪٽر جنرل پاران جاري ڪيل پريس رليز ۾ ٻڌايو ويو آهي ته هن سلسلي ۾ هڪ اعلى سطحي اجلاس منعقد ڪيو ويو جنهن ۾ مختلف تجويزن تي غور ڪيو ويو. ذريعن موجب هن ضمن ۾ ڪجهه اهم قدم کنيا ويندا. <box>1004 194 1147 235</box>
article-paragraph: ادبي تنظيم پاران مشاعري جو اهتمام ڪيو ويو جنهن ۾ شاعرن پنهنجو ڪلام پيش ڪيو. پروگرام ۾ وڏي تعداد ۾ اديبن ۽ شاعرن شرڪت ڪئي. <box>854 554 997 578</box>
headline-senate-chairman-2[interactable] <box>404 261 547 274</box>
article-paragraph: ڊائريڪٽر جنرل پاران جاري ڪيل پريس رليز ۾ ٻڌايو ويو آهي ته هن سلسلي ۾ هڪ اعلى سطحي اجلاس منعقد ڪيو ويو جنهن ۾ مختلف تجويزن تي غور ڪيو ويو. ذريعن موجب هن ضمن ۾ ڪجهه اهم قدم کنيا ويندا. <box>704 275 847 316</box>
bullet-block-icon <box>510 527 544 536</box>
submission-time: متيجهند 03.00 وڳي <box>41 745 93 753</box>
article-paragraph: وڌيڪ آهي ته ان جي باري ۾ ڪو فيصلو اڃا نه ٿيو آهي. ڪابينا جو اجلاس گذريل هفتي منعقد ٿيو هو جنهن ۾ ڪيترائي اهم فيصلا ڪيا ويا هئا. اجلاس ۾ شريڪ ٿيڻ وارن اڳواڻن چيو ته ملڪي صورتحال تي به تفصيلي بحث ڪيو ويو. <box>404 656 547 693</box>
article-paragraph: رانديگرن جي چونڊ لاءِ ٽرائل جو اهتمام ڪيو ويو. ڪوچ چيو ته بهترين ٽيلنٽ کي اڳتي آڻڻ لاءِ هر ممڪن ڪوشش ڪئي ويندي. <box>554 431 697 455</box>
article-paragraph: اسپتال ذريعن ٻڌايو ته زخمين کي طبي امداد ڏني پئي وڃي. انهن مان ڪجهه جي حالت خطري کان ٻاهر آهي جڏهن ته ٻين جي حالت نازڪ ٻڌائي وئي آهي. <box>854 210 997 232</box>
article-paragraph: ڊائريڪٽر جنرل پاران جاري ڪيل پريس رليز ۾ ٻڌايو ويو آهي ته هن سلسلي ۾ هڪ اعلى سطحي اجلاس منعقد ڪيو ويو جنهن ۾ مختلف تجويزن تي غور ڪيو ويو. ذريعن موجب هن ضمن ۾ ڪجهه اهم قدم کنيا ويندا. <box>404 387 547 428</box>
bullet-block-icon <box>360 717 394 726</box>
article-paragraph: پوليس ذريعن موجب ملزمن جي گرفتاري لاءِ ڇاپا هنيا پيا وڃن. متاثر خاندان جو چوڻ آهي ته کين انصاف فراهم ڪيو وڃي. لاش کي پوسٽ مارٽم لاءِ اسپتال منتقل ڪيو ويو. <box>404 624 547 653</box>
article-paragraph: ترجمان پاران جاري ڪيل بيان ۾ چيو ويو آهي ته متاثرين کي هر ممڪن مدد فراهم ڪئي ويندي. واقعي جي تحقيقات لاءِ ڪميٽي قائم ڪئي وئي آهي جيڪا ٽن ڏينهن اندر رپورٽ پيش ڪندي. <box>704 608 847 637</box>
article-paragraph: وڌيڪ آهي ته ان جي باري ۾ ڪو فيصلو اڃا نه ٿيو آهي. ڪابينا جو اجلاس گذريل هفتي منعقد ٿيو هو جنهن ۾ ڪيترائي اهم فيصلا ڪيا ويا هئا. اجلاس ۾ شريڪ ٿيڻ وارن اڳواڻن چيو ته ملڪي صورتحال تي به تفصيلي بحث ڪيو ويو. <box>127 29 246 65</box>
headline-label: وازي حڪايت <box>734 683 780 692</box>
headline-label: واڻ وزير / حاضري <box>275 246 340 255</box>
advert-reference-row <box>5 160 245 175</box>
bullet-block-icon <box>360 161 394 170</box>
article-paragraph: زرعي ماهرن جو چوڻ آهي ته هن سال فصلن جي پيداوار ۾ گهٽتائي ٿي سگهي ٿي. پاڻي جي قلت ۽ موسمي تبديلين جو اثر پوي رهيو آهي. <box>255 326 397 350</box>
headline-label: سنڌ ٽيبلو شيڊول <box>1027 473 1087 482</box>
article-paragraph: وڌيڪ آهي ته ان جي باري ۾ ڪو فيصلو اڃا نه ٿيو آهي. ڪابينا جو اجلاس گذريل هفتي منعقد ٿيو هو جنهن ۾ ڪيترائي اهم فيصلا ڪيا ويا هئا. اجلاس ۾ شريڪ ٿيڻ وارن اڳواڻن چيو ته ملڪي صورتحال تي به تفصيلي بحث ڪيو ويو. <box>404 47 547 87</box>
headline-sanad-ramzan[interactable] <box>1004 32 1147 45</box>
headline-label: وفاقي ڪابينا پڻ <box>278 161 337 170</box>
bullet-block-icon <box>960 541 994 550</box>
article-paragraph: پوليس ذريعن موجب ملزمن جي گرفتاري لاءِ ڇاپا هنيا پيا وڃن. متاثر خاندان جو چوڻ آهي ته کين انصاف فراهم ڪيو وڃي. لاش کي پوسٽ مارٽم لاءِ اسپتال منتقل ڪيو ويو. <box>255 394 397 426</box>
row1-cost-value: 165.584 <box>101 287 133 296</box>
headline-tank-dhamal[interactable] <box>255 379 397 392</box>
article-paragraph: ترجمان پاران جاري ڪيل بيان ۾ چيو ويو آهي ته متاثرين کي هر ممڪن مدد فراهم ڪئي ويندي. واقعي جي تحقيقات لاءِ ڪميٽي قائم ڪئي وئي آهي جيڪا ٽن ڏينهن اندر رپورٽ پيش ڪندي. <box>404 275 547 308</box>
headline-label: واڻ وزير / حاضري <box>725 195 789 204</box>
opening-line <box>9 754 241 763</box>
headline-saeed-ghani[interactable] <box>404 457 547 470</box>
article-paragraph: تعليمي ادارن ۾ امتحانن جو شيڊول جاري ڪيو ويو آهي. طالب علمن کي هدايت ڪئي وئي آهي ته اهي مقرر ڪيل وقت تي امتحاني مرڪزن ۾ پهچن. <box>704 319 847 344</box>
headline-label: ٽئنڪ ڌمال / چوٽ <box>277 381 338 390</box>
